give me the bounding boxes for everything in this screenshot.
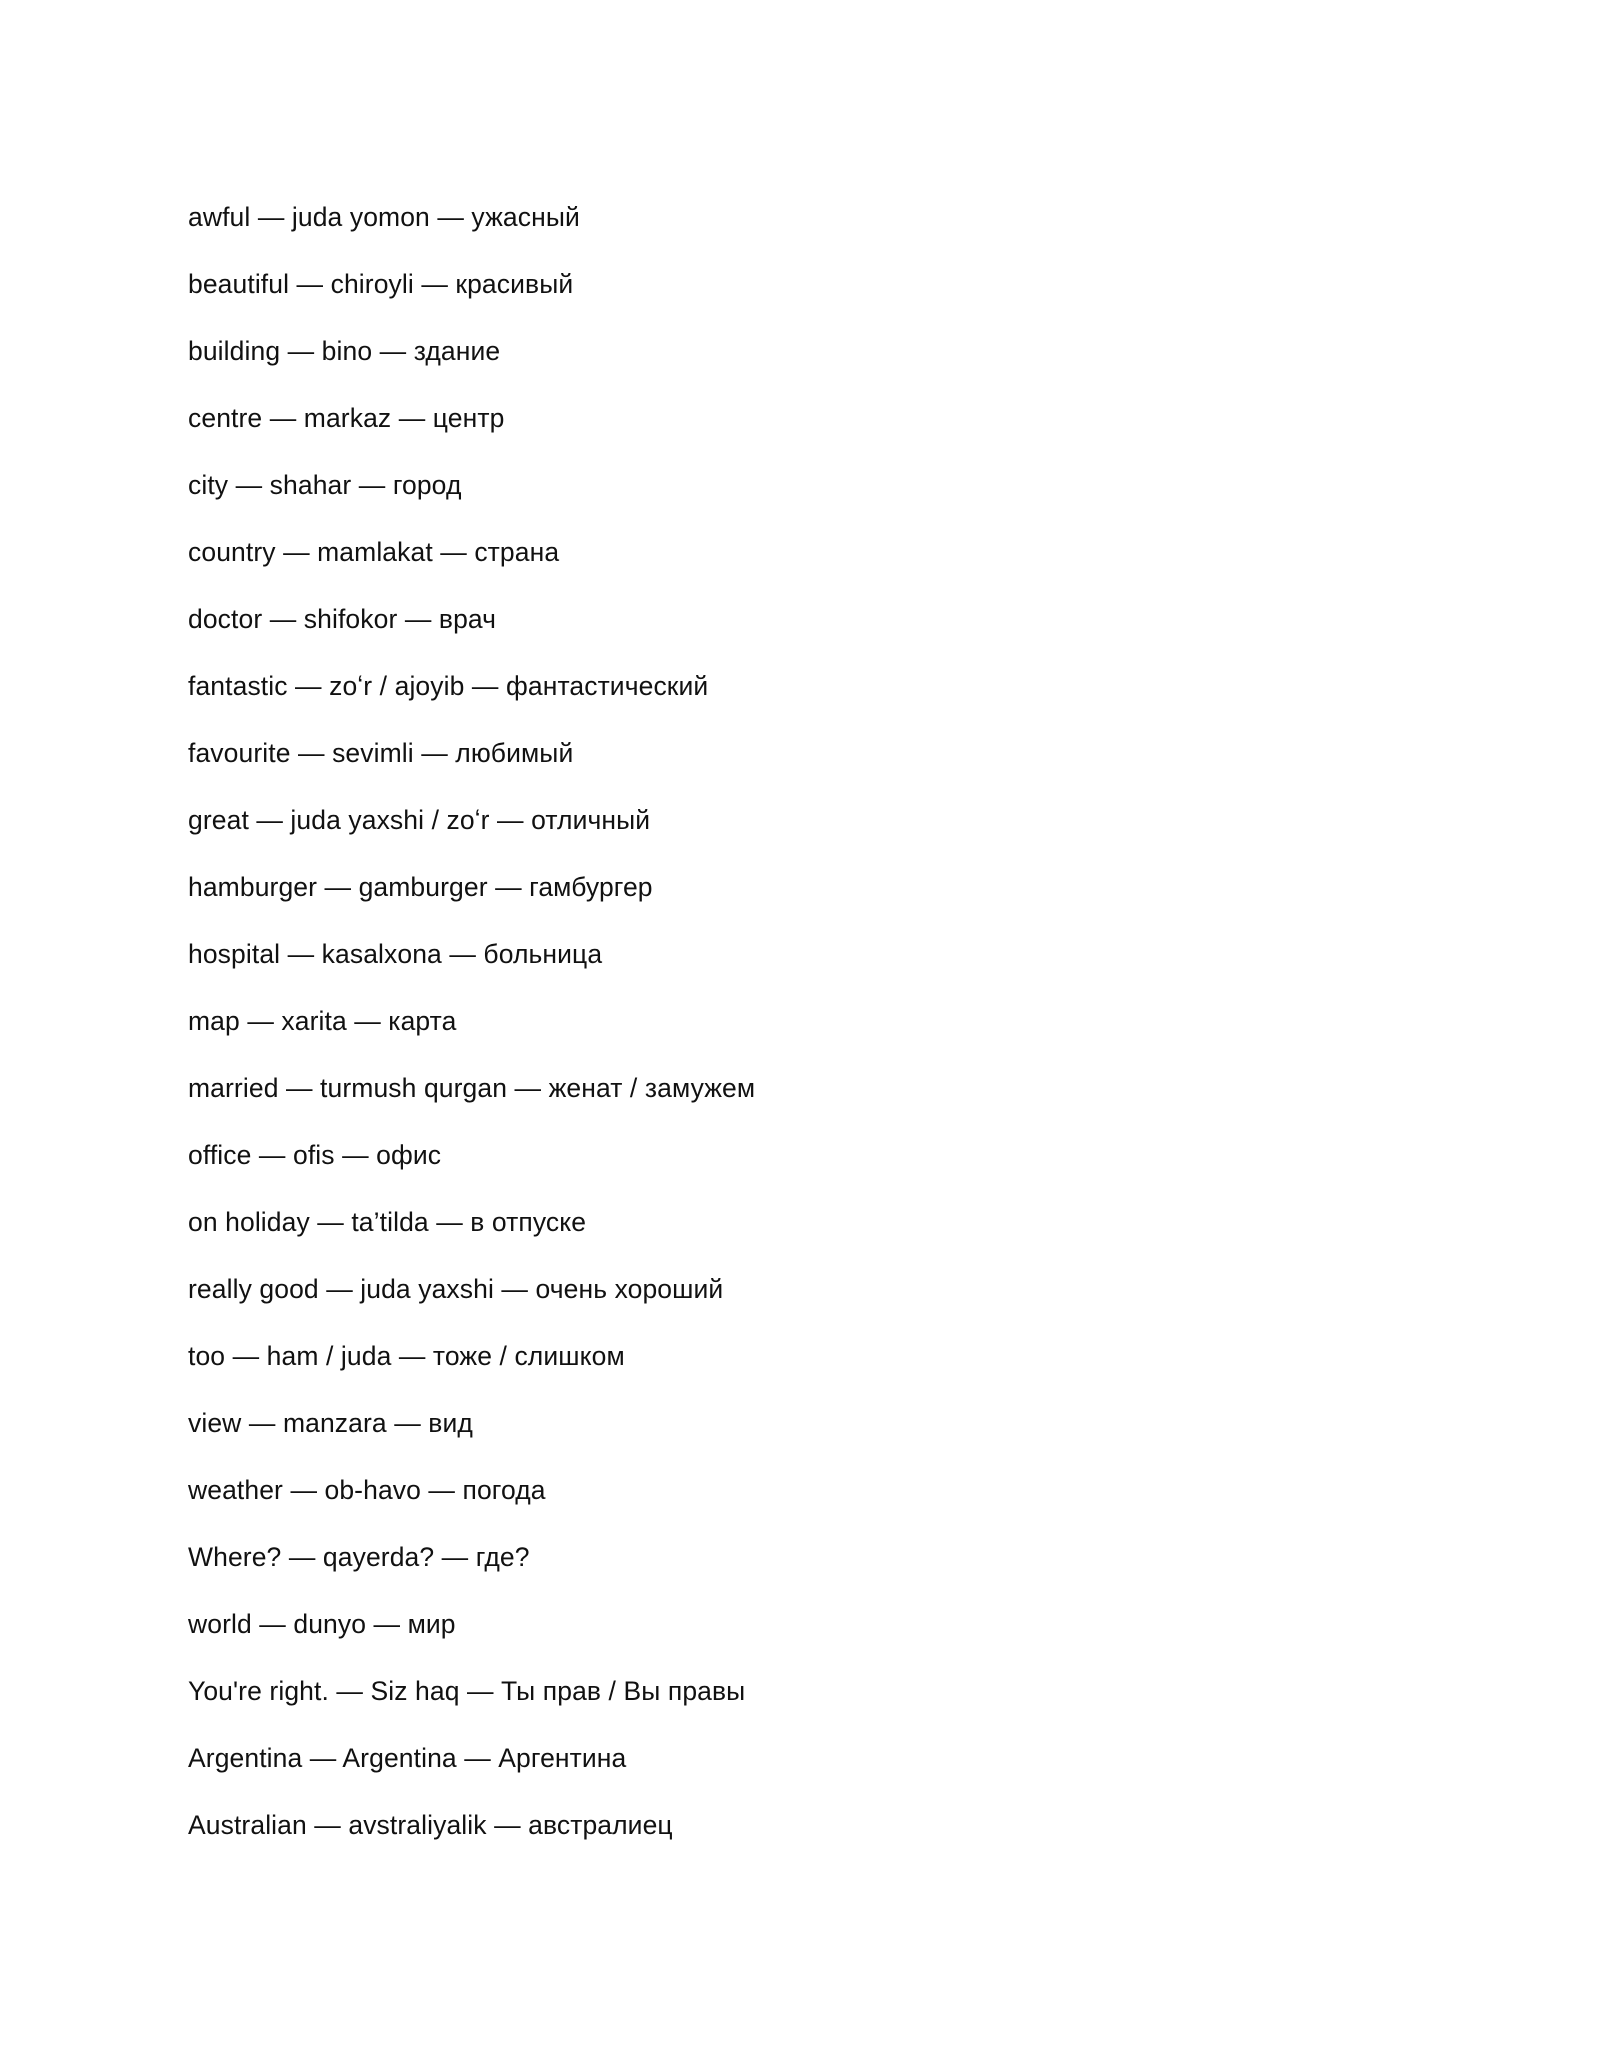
vocab-entry-australian: Australian — avstraliyalik — австралиец [188, 1810, 673, 1840]
vocab-entry-fantastic: fantastic — zoʻr / ajoyib — фантастический [188, 671, 709, 701]
vocab-entry-beautiful: beautiful — chiroyli — красивый [188, 269, 574, 299]
vocab-entry-great: great — juda yaxshi / zoʻr — отличный [188, 805, 651, 835]
vocab-entry-favourite: favourite — sevimli — любимый [188, 738, 574, 768]
vocab-entry-weather: weather — ob-havo — погода [188, 1475, 546, 1505]
vocab-entry-on-holiday: on holiday — ta’tilda — в отпуске [188, 1207, 587, 1237]
vocab-entry-world: world — dunyo — мир [188, 1609, 456, 1639]
vocab-entry-hospital: hospital — kasalxona — больница [188, 939, 603, 969]
vocab-entry-married: married — turmush qurgan — женат / замужем [188, 1073, 756, 1103]
vocab-entry-too: too — ham / juda — тоже / слишком [188, 1341, 625, 1371]
vocabulary-list [188, 184, 1488, 1859]
vocab-entry-city: city — shahar — город [188, 470, 462, 500]
vocab-entry-argentina: Argentina — Argentina — Аргентина [188, 1743, 627, 1773]
vocab-entry-youre-right: You're right. — Siz haq — Ты прав / Вы правы [188, 1676, 746, 1706]
vocab-entry-centre: centre — markaz — центр [188, 403, 505, 433]
vocab-entry-doctor: doctor — shifokor — врач [188, 604, 497, 634]
vocab-entry-office: office — ofis — офис [188, 1140, 442, 1170]
vocab-entry-awful: awful — juda yomon — ужасный [188, 202, 580, 232]
vocab-entry-building: building — bino — здание [188, 336, 501, 366]
vocab-entry-country: country — mamlakat — страна [188, 537, 560, 567]
vocab-entry-really-good: really good — juda yaxshi — очень хороший [188, 1274, 724, 1304]
vocab-entry-map: map — xarita — карта [188, 1006, 457, 1036]
vocab-entry-hamburger: hamburger — gamburger — гамбургер [188, 872, 653, 902]
vocab-entry-view: view — manzara — вид [188, 1408, 473, 1438]
vocab-entry-where: Where? — qayerda? — где? [188, 1542, 530, 1572]
